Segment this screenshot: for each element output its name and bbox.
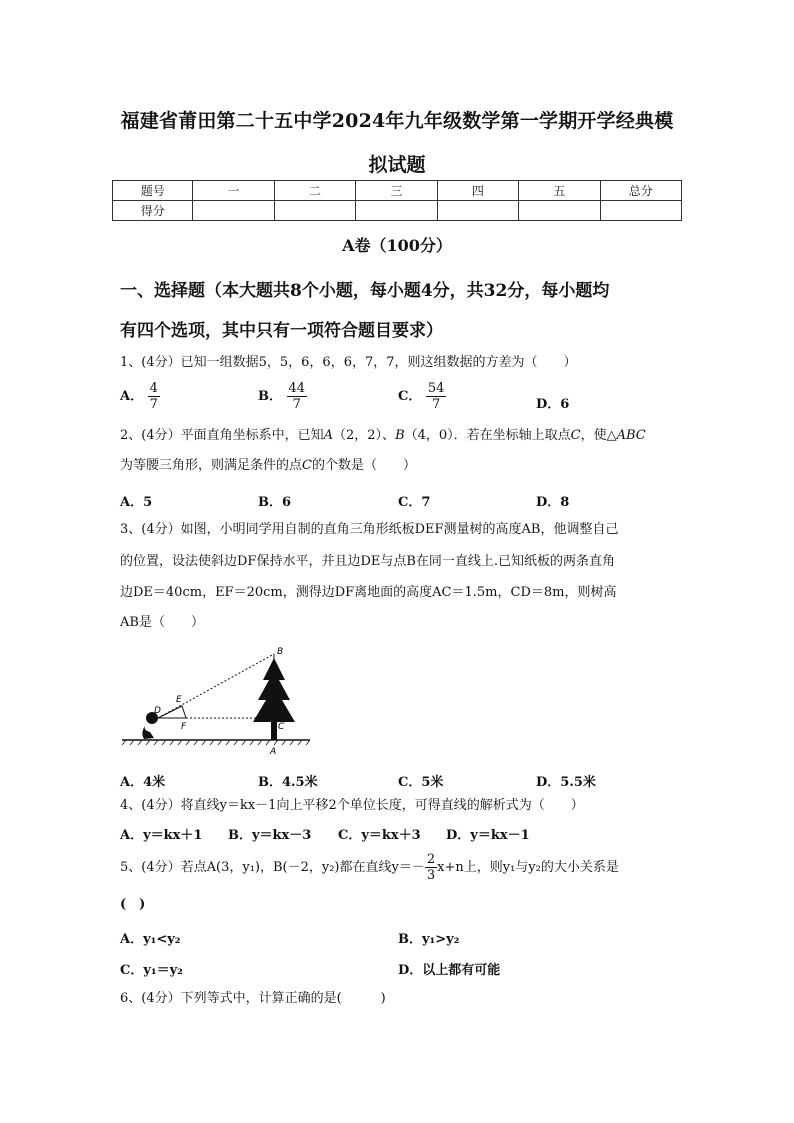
fraction-numerator: 54 (427, 381, 445, 396)
fraction-numerator: 44 (288, 381, 306, 396)
score-input-cell[interactable] (356, 201, 437, 221)
text-run: ，使△ (580, 428, 617, 443)
math-var: B (395, 428, 405, 443)
question-5-stem (120, 848, 680, 888)
question-3-line3: 边DE＝40cm，EF＝20cm，测得边DF离地面的高度AC＝1.5m，CD＝8m，则树高 (120, 585, 617, 600)
score-table-cell: 一 (193, 181, 274, 201)
fraction-denominator: 3 (426, 868, 436, 883)
option-text: 6 (560, 397, 570, 412)
math-var: C (570, 428, 581, 443)
sight-line-db (158, 654, 274, 718)
label-d: D (154, 706, 161, 716)
q2-option-b[interactable]: B．6 (258, 495, 292, 510)
q3-option-b[interactable]: B．4.5米 (258, 775, 318, 790)
q2-option-d[interactable]: D．8 (536, 495, 570, 510)
fraction (425, 852, 437, 883)
text-run: x+n上，则y₁与y₂的大小关系是 (437, 860, 619, 875)
question-3-line4: AB是（ ） (120, 615, 204, 630)
section-heading-line2: 有四个选项，其中只有一项符合题目要求） (120, 321, 443, 341)
question-2-line1 (120, 428, 680, 444)
q2-option-c[interactable]: C．7 (398, 495, 431, 510)
label-b: B (277, 647, 284, 657)
score-table-cell: 得分 (113, 201, 193, 221)
person-body-icon (142, 724, 154, 739)
document-title-line2: 拟试题 (368, 154, 426, 176)
fraction (426, 381, 447, 412)
question-6-stem: 6、(4分）下列等式中，计算正确的是( ) (120, 991, 386, 1006)
triangle-def (158, 706, 186, 718)
fraction-denominator: 7 (149, 397, 158, 412)
text-run: （2，2）、 (333, 428, 396, 443)
label-a: A (270, 747, 277, 757)
q2-option-a[interactable]: A．5 (120, 495, 153, 510)
q4-option-a[interactable]: A．y＝kx＋1 (120, 828, 203, 843)
score-input-cell[interactable] (193, 201, 274, 221)
tree-measurement-figure (120, 640, 320, 765)
score-table-cell: 二 (274, 181, 355, 201)
question-3-line1: 3、(4分）如图，小明同学用自制的直角三角形纸板DEF测量树的高度AB，他调整自己 (120, 522, 619, 537)
score-table-cell: 五 (519, 181, 600, 201)
option-letter: B． (258, 389, 282, 404)
score-input-cell[interactable] (437, 201, 518, 221)
q5-option-d[interactable]: D．以上都有可能 (398, 963, 501, 978)
score-table-cell: 题号 (113, 181, 193, 201)
q1-option-d[interactable] (536, 393, 569, 412)
label-f: F (181, 722, 187, 732)
q3-option-c[interactable]: C．5米 (398, 775, 444, 790)
text-run: （4，0）．若在坐标轴上取点 (404, 428, 571, 443)
score-input-cell[interactable] (519, 201, 600, 221)
score-table-score-row (113, 201, 682, 221)
q3-option-d[interactable]: D．5.5米 (536, 775, 596, 790)
score-table-cell: 三 (356, 181, 437, 201)
score-input-cell[interactable] (274, 201, 355, 221)
volume-heading: A卷（100分） (342, 236, 452, 255)
score-input-cell[interactable] (600, 201, 681, 221)
math-var: A (323, 428, 334, 443)
option-letter: A． (120, 389, 144, 404)
question-4-stem: 4、(4分）将直线y＝kx－1向上平移2个单位长度，可得直线的解析式为（ ） (120, 798, 584, 813)
question-5-paren: ( ) (120, 897, 146, 912)
text-run: 2、(4分）平面直角坐标系中，已知 (120, 428, 324, 443)
q4-option-b[interactable]: B．y＝kx－3 (228, 828, 312, 843)
q1-option-b[interactable] (258, 381, 307, 412)
q4-option-d[interactable]: D．y＝kx－1 (446, 828, 530, 843)
q1-option-a[interactable] (120, 381, 160, 412)
text-run: 为等腰三角形，则满足条件的点 (120, 458, 303, 473)
q1-option-c[interactable] (398, 381, 446, 412)
score-table-cell: 总分 (600, 181, 681, 201)
q3-option-a[interactable]: A．4米 (120, 775, 166, 790)
question-3-line2: 的位置，设法使斜边DF保持水平，并且边DE与点B在同一直线上.已知纸板的两条直角 (120, 554, 616, 569)
math-var: ABC (616, 428, 646, 443)
fraction-denominator: 7 (292, 397, 301, 412)
question-2-line2 (120, 458, 680, 474)
question-1-stem: 1、(4分）已知一组数据5，5，6，6，6，7，7，则这组数据的方差为（ ） (120, 355, 577, 370)
text-run: 5、(4分）若点A(3，y₁)，B(－2，y₂)都在直线y＝－ (120, 860, 425, 875)
q5-option-c[interactable]: C．y₁＝y₂ (120, 963, 183, 978)
section-heading-line1: 一、选择题（本大题共8个小题，每小题4分，共32分，每小题均 (120, 281, 610, 301)
option-letter: C． (398, 389, 422, 404)
label-e: E (176, 695, 182, 705)
score-table-cell: 四 (437, 181, 518, 201)
fraction-numerator: 4 (149, 381, 158, 396)
fraction (287, 381, 308, 412)
fraction-denominator: 7 (432, 397, 441, 412)
fraction (148, 381, 160, 412)
document-title-line1: 福建省莆田第二十五中学2024年九年级数学第一学期开学经典模 (120, 110, 674, 132)
score-table-header-row (113, 181, 682, 201)
q5-option-b[interactable]: B．y₁>y₂ (398, 932, 460, 947)
q4-option-c[interactable]: C．y＝kx＋3 (338, 828, 421, 843)
label-c: C (278, 722, 285, 732)
text-run: 的个数是（ ） (311, 458, 416, 473)
option-letter: D． (536, 397, 561, 412)
fraction-numerator: 2 (426, 852, 436, 867)
q5-option-a[interactable]: A．y₁<y₂ (120, 932, 181, 947)
math-var: C (302, 458, 312, 473)
score-table (112, 180, 682, 221)
